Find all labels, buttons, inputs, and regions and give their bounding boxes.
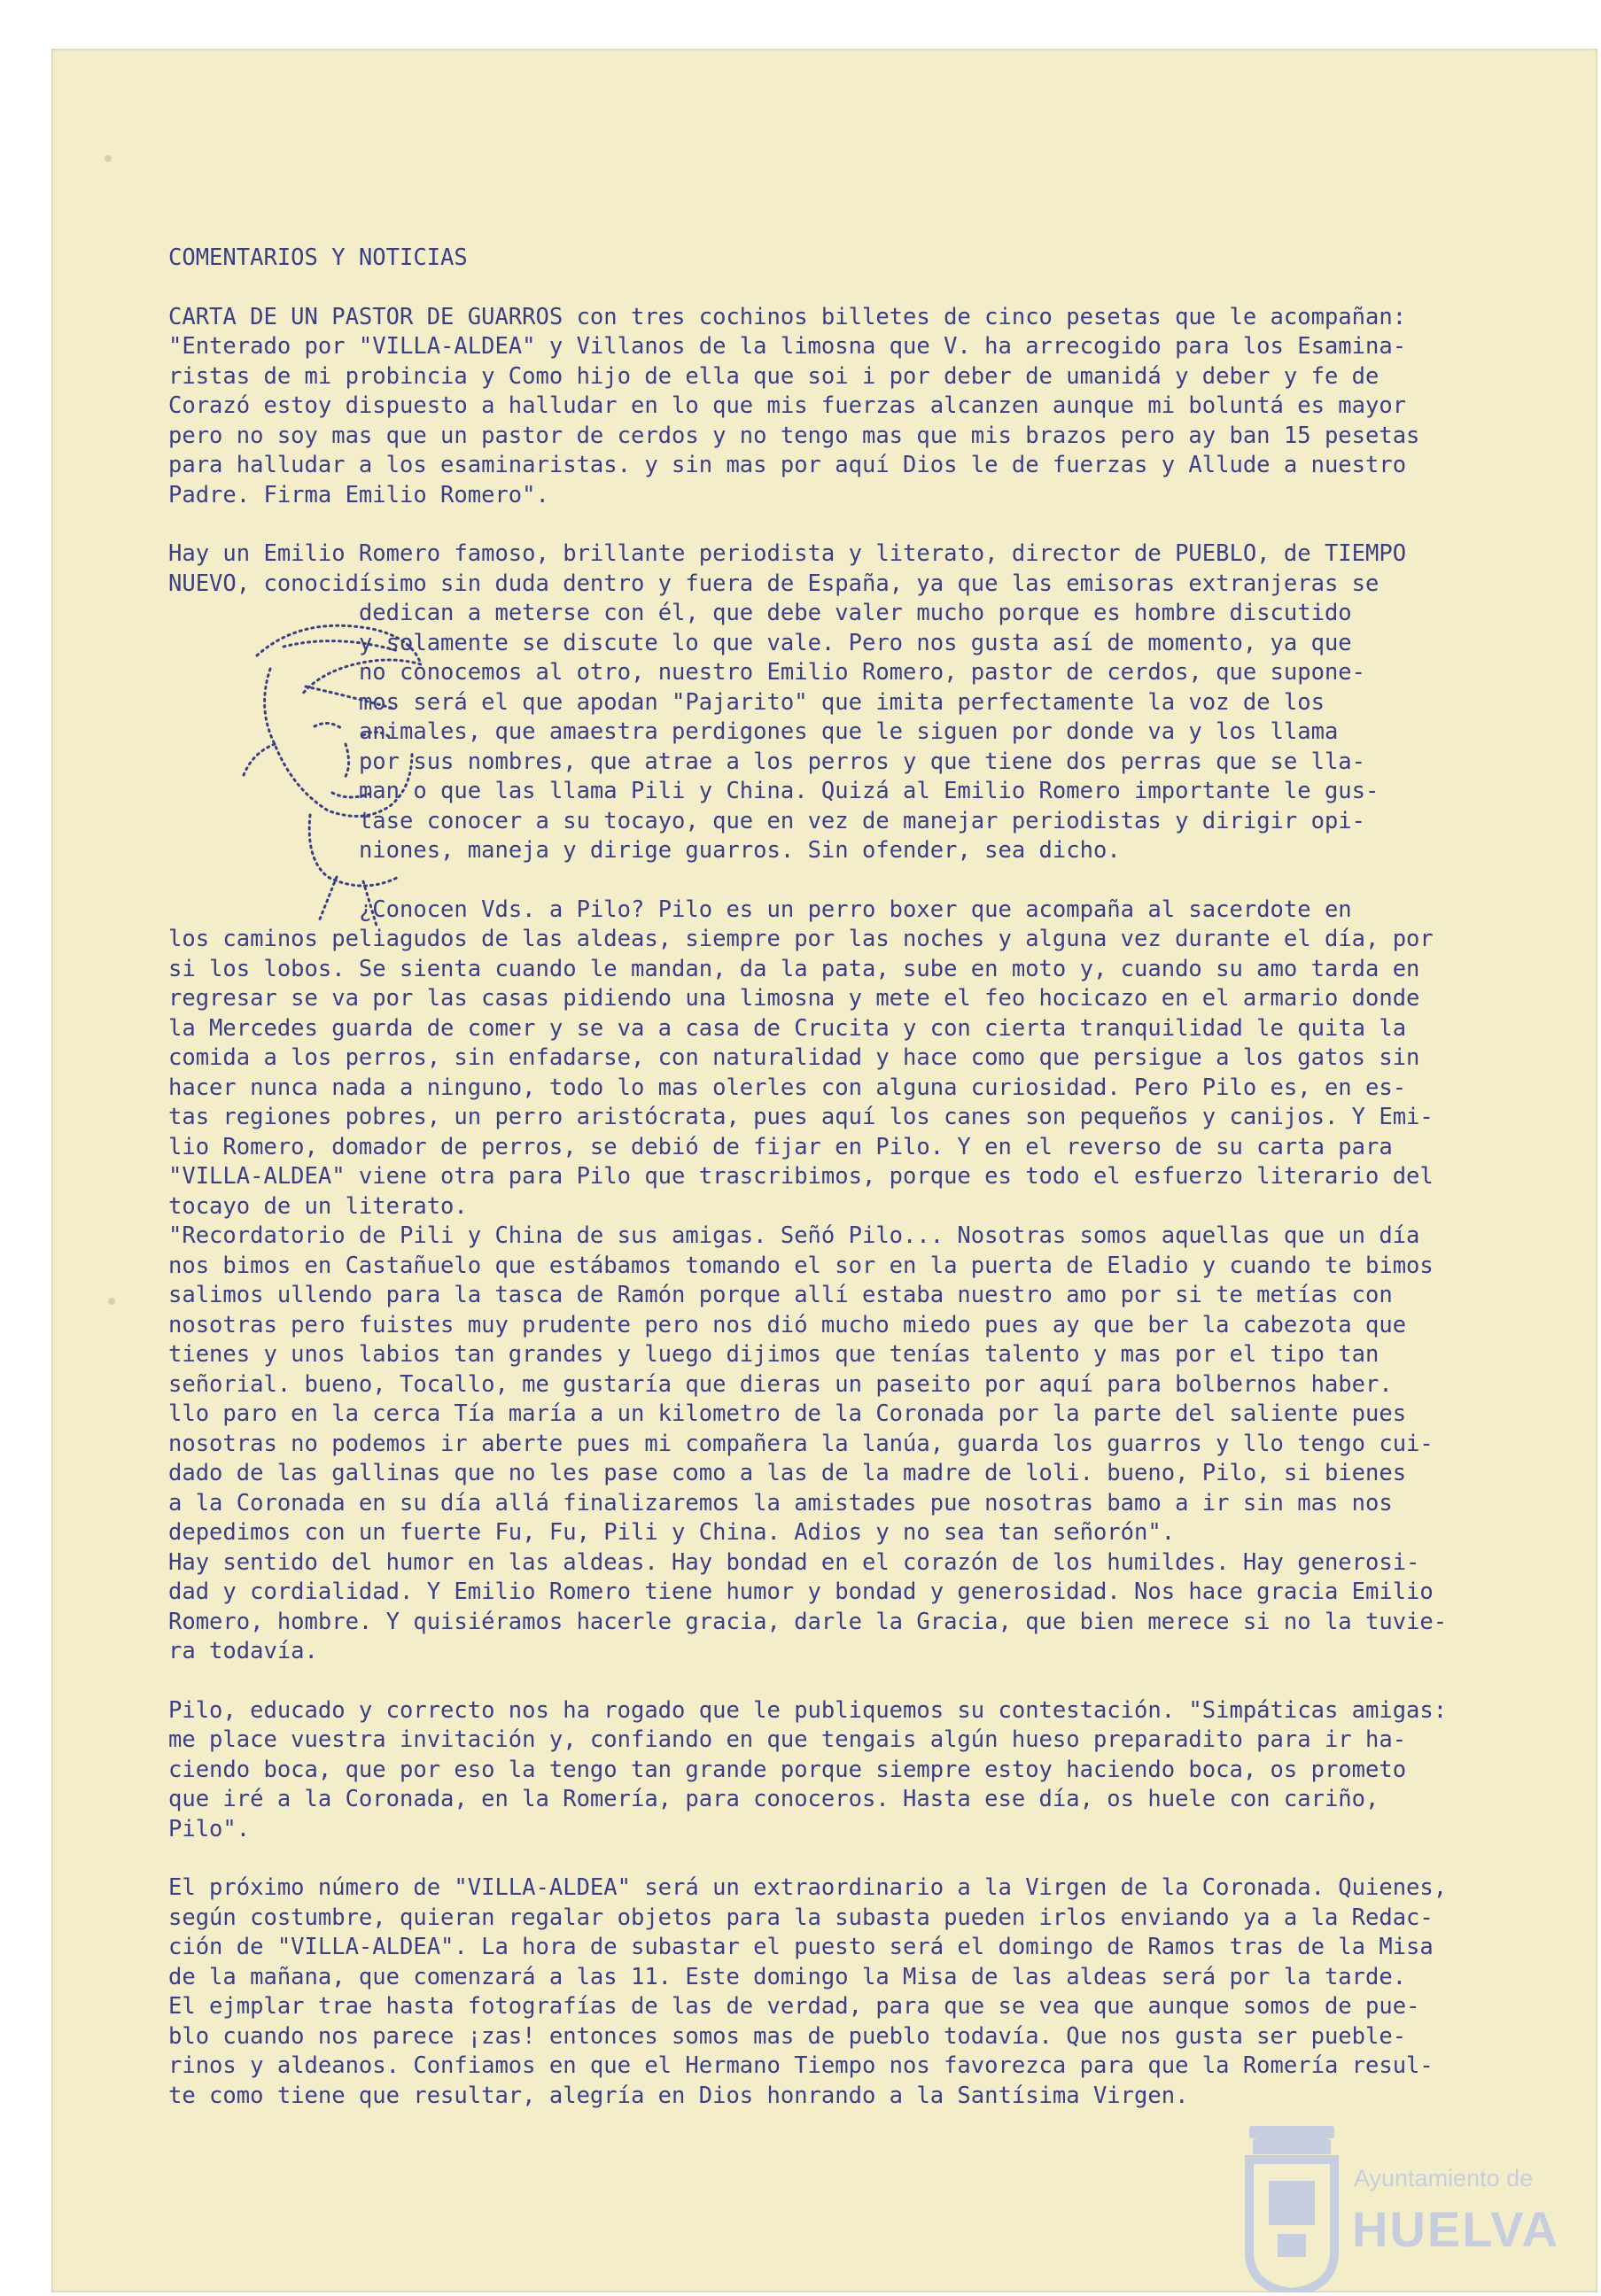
paragraph-next-issue: El próximo número de "VILLA-ALDEA" será un extraordinario a la Virgen de la Coronada. Quienes, según costumbre, quieran regalar objetos para la subasta pueden irlos enviando ya a la Redac- ción de "VILLA-ALDEA". La hora de subastar el puesto será el domingo de Ramos tras de la Misa de la mañana, que comenzará a las 11. Este domingo la Misa de las aldeas será por la tarde. El ejmplar trae hasta fotografías de las de verdad, para que se vea que aunque somos de pue- blo cuando nos parece ¡zas! entonces somos mas de pueblo todavía. Que nos gusta ser pueble- rinos y aldeanos. Confiamos en que el Hermano Tiempo nos favorezca para que la Romería resul- te como tiene que resultar, alegría en Dios honrando a la Santísima Virgen.: [168, 1874, 1448, 2109]
dotted-portrait-sketch-icon: [221, 611, 434, 930]
paragraph-pilo-reply: Pilo, educado y correcto nos ha rogado que le publiquemos su contestación. "Simpáticas amigas: me place vuestra invitación y, confiando en que tengais algún hueso preparadito para ir ha- ciendo boca, que por eso la tengo tan grande porque siempre estoy haciendo boca, os prometo que iré a la Coronada, en la Romería, para conoceros. Hasta ese día, os huele con cariño, Pilo".: [168, 1696, 1448, 1842]
punch-hole: [105, 155, 112, 162]
section-heading: COMENTARIOS Y NOTICIAS: [168, 244, 468, 271]
paragraph-letter: CARTA DE UN PASTOR DE GUARROS con tres cochinos billetes de cinco pesetas que le acompañan: "Enterado por "VILLA-ALDEA" y Villanos de la limosna que V. ha arrecogido para los Esamina- ristas de mi probincia y Como hijo de ella que soi i por deber de umanidá y deber y fe de Corazó estoy dispuesto a halludar en lo que mis fuerzas alcanzen aunque mi boluntá es mayor pero no soy mas que un pastor de cerdos y no tengo mas que mis brazos pero ay ban 15 pesetas para halludar a los esaminaristas. y sin mas por aquí Dios le de fuerzas y Allude a nuestro Padre. Firma Emilio Romero".: [168, 303, 1420, 508]
watermark-line2: HUELVA: [1352, 2201, 1559, 2257]
typed-article: [168, 244, 1521, 2111]
paragraph-emilio-romero: Hay un Emilio Romero famoso, brillante periodista y literato, director de PUEBLO, de TIEMPO NUEVO, conocidísimo sin duda dentro y fuera de España, ya que las emisoras extranjeras se dedican a meterse con él, que debe valer mucho porque es hombre discutido y solamente se discute lo que vale. Pero nos gusta así de momento, ya que no conocemos al otro, nuestro Emilio Romero, pastor de cerdos, que supone- mos será el que apodan "Pajarito" que imita perfectamente la voz de los animales, que amaestra perdigones que le siguen por donde va y los llama por sus nombres, que atrae a los perros y que tiene dos perras que se lla- man o que las llama Pili y China. Quizá al Emilio Romero importante le gus- tase conocer a su tocayo, que en vez de manejar periodistas y dirigir opi- niones, maneja y dirige guarros. Sin ofender, sea dicho.: [168, 540, 1407, 864]
paragraph-pilo: ¿Conocen Vds. a Pilo? Pilo es un perro boxer que acompaña al sacerdote en los caminos peliagudos de las aldeas, siempre por las noches y alguna vez durante el día, por si los lobos. Se sienta cuando le mandan, da la pata, sube en moto y, cuando su amo tarda en regresar se va por las casas pidiendo una limosna y mete el feo hocicazo en el armario donde la Mercedes guarda de comer y se va a casa de Crucita y con cierta tranquilidad le quita la comida a los perros, sin enfadarse, con naturalidad y hace como que persigue a los gatos sin hacer nunca nada a ninguno, todo lo mas olerles con alguna curiosidad. Pero Pilo es, en es- tas regiones pobres, un perro aristócrata, pues aquí los canes son pequeños y canijos. Y Emi- lio Romero, domador de perros, se debió de fijar en Pilo. Y en el reverso de su carta para "VILLA-ALDEA" viene otra para Pilo que trascribimos, porque es todo el esfuerzo literario del tocayo de un literato. "Recordatorio de Pili y China de sus amigas. Señó Pilo... Nosotras somos aquellas que un día nos bimos en Castañuelo que estábamos tomando el sor en la puerta de Eladio y cuando te bimos salimos ullendo para la tasca de Ramón porque allí estaba nuestro amo por si te metías con nosotras pero fuistes muy prudente pero nos dió mucho miedo pues ay que ber la cabezota que tienes y unos labios tan grandes y luego dijimos que tenías talento y mas por el tipo tan señorial. bueno, Tocallo, me gustaría que dieras un paseito por aquí para bolbernos haber. llo paro en la cerca Tía maría a un kilometro de la Coronada por la parte del saliente pues nosotras no podemos ir aberte pues mi compañera la lanúa, guarda los guarros y llo tengo cui- dado de las gallinas que no les pase como a las de la madre de loli. bueno, Pilo, si bienes a la Coronada en su día allá finalizaremos la amistades pue nosotras bamo a ir sin mas nos depedimos con un fuerte Fu, Fu, Pili y China. Adios y no sea tan señorón". Hay sentido del humor en las aldeas. Hay bondad en el corazón de los humildes. Hay generosi- dad y cordialidad. Y Emilio Romero tiene humor y bondad y generosidad. Nos hace gracia Emilio Romero, hombre. Y quisiéramos hacerle gracia, darle la Gracia, que bien merece si no la tuvie- ra todavía.: [168, 896, 1448, 1664]
punch-hole: [108, 1298, 115, 1305]
municipal-watermark: [1239, 2119, 1559, 2292]
watermark-line1: Ayuntamiento de: [1354, 2165, 1534, 2191]
coat-of-arms-icon: [1239, 2119, 1345, 2292]
